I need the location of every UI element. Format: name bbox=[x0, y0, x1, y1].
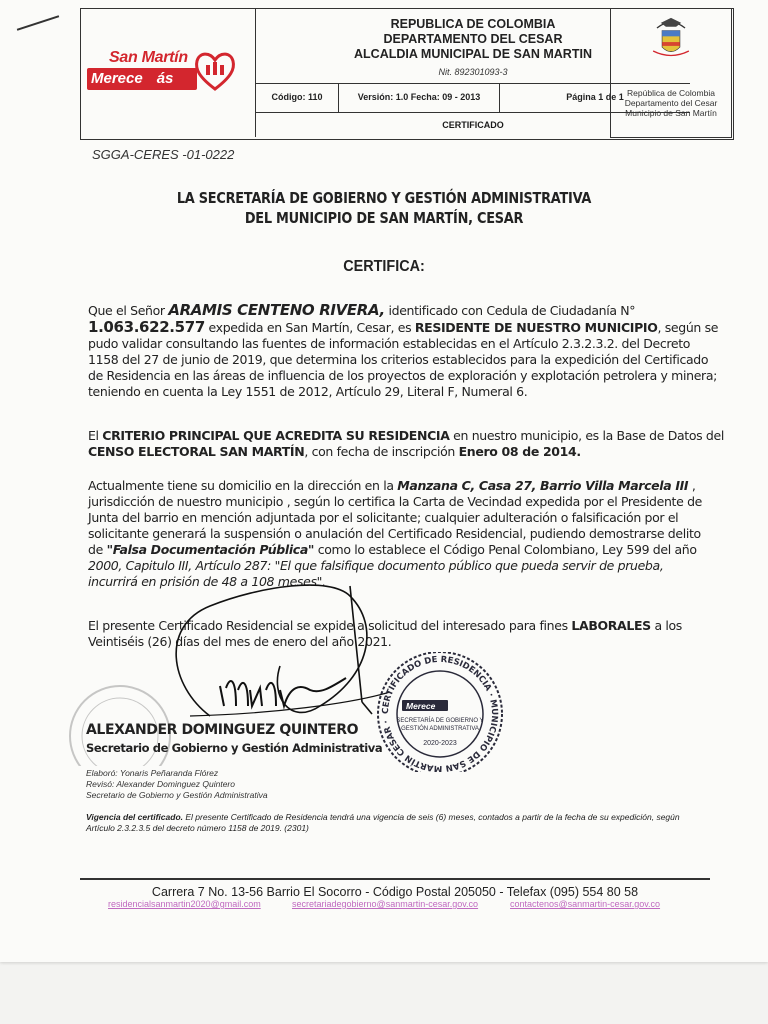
validity-note: Vigencia del certificado. El presente Certificado de Residencia tendrá una vigencia de seis (6) meses, contados a partir de la fecha de su expedición, según Artículo 2.3.2.3.5 del decreto número 1158 de 2019. (2301) bbox=[86, 812, 680, 833]
seal-line-2: GESTIÓN ADMINISTRATIVA bbox=[401, 726, 479, 732]
paragraph-purpose: El presente Certificado Residencial se expide a solicitud del interesado para fines LABORALES a los Veintiséis (26) días del mes de enero del año 2021. bbox=[88, 618, 682, 649]
page-number: Página 1 de 1 bbox=[566, 92, 624, 102]
seal-line-1: SECRETARÍA DE GOBIERNO Y bbox=[396, 718, 484, 724]
footer-divider bbox=[80, 878, 710, 880]
nit-number: Nit. 892301093-3 bbox=[438, 67, 508, 77]
pen-mark bbox=[17, 15, 59, 30]
shield-caption: República de Colombia Departamento del Cesar Municipio de San Martín bbox=[624, 88, 718, 118]
email-link-secretaria[interactable]: secretariadegobierno@sanmartin-cesar.gov.co bbox=[292, 899, 479, 909]
institution-titles: REPUBLICA DE COLOMBIA DEPARTAMENTO DEL CESAR ALCALDIA MUNICIPAL DE SAN MARTIN bbox=[354, 17, 592, 61]
signer-name: ALEXANDER DOMINGUEZ QUINTERO bbox=[86, 722, 359, 738]
brand-logo bbox=[87, 49, 247, 99]
brand-line-1: San Martín bbox=[109, 49, 188, 66]
paragraph-identity: Que el Señor ARAMIS CENTENO RIVERA, identificado con Cedula de Ciudadanía N° 1.063.622.577 expedida en San Martín, Cesar, es RESIDENTE DE NUESTRO MUNICIPIO, según se pudo validar consultando las fuentes de información establecidas en el Artículo 2.3.2.3.2. del Decreto 1158 del 27 de junio de 2019, que determina los criterios establecidos para la expedición del Certificado de Residencia en las áreas de influencia de los proyectos de exploración y explotación petrolera y minera; teniendo en cuenta la Ley 1551 de 2012, Artículo 29, Literal F, Numeral 6. bbox=[88, 301, 719, 399]
signer-role: Secretario de Gobierno y Gestión Administrativa bbox=[86, 741, 383, 755]
coat-of-arms-icon bbox=[613, 14, 729, 88]
seal-brand: Merece bbox=[406, 701, 436, 711]
certifica-heading: CERTIFICA: bbox=[343, 258, 425, 275]
document-version: Versión: 1.0 Fecha: 09 - 2013 bbox=[339, 84, 500, 112]
footer-address: Carrera 7 No. 13-56 Barrio El Socorro - Código Postal 205050 - Telefax (095) 554 80 58 bbox=[151, 885, 639, 899]
svg-text:CERTIFICADO DE RESIDENCIA · MU bbox=[381, 655, 499, 772]
paragraph-address: Actualmente tiene su domicilio en la dirección en la Manzana C, Casa 27, Barrio Villa Marcela III , jurisdicción de nuestro municipio , según lo certifica la Carta de Vecindad expedida por el Presidente de Junta del barrio en mención adjuntada por el solicitante; cualquier adulteración o falsificación por el solicitante generará la suspensión o anulación del Certificado Residencial, pudiendo demostrarse delito de "Falsa Documentación Pública" como lo establece el Código Penal Colombiano, Ley 599 del año 2000, Capitulo III, Artículo 287: "El que falsifique documento público que pueda servir de prueba, incurrirá en prisión de 48 a 108 meses". bbox=[88, 478, 702, 589]
prepared-by: Elaboró: Yonaris Peñaranda Flórez bbox=[86, 768, 219, 778]
issuer-title: LA SECRETARÍA DE GOBIERNO Y GESTIÓN ADMINISTRATIVA DEL MUNICIPIO DE SAN MARTÍN, CESAR bbox=[176, 189, 592, 227]
residence-seal-stamp bbox=[370, 652, 510, 772]
brand-line-2: Merece ás bbox=[87, 68, 197, 90]
reviewed-by: Revisó: Alexander Dominguez Quintero bbox=[86, 779, 235, 789]
reviewer-role: Secretario de Gobierno y Gestión Administrativa bbox=[86, 790, 268, 800]
seal-ring-text: CERTIFICADO DE RESIDENCIA · MUNICIPIO DE SAN MARTÍN CESAR · bbox=[380, 654, 500, 772]
seal-years: 2020-2023 bbox=[423, 740, 457, 747]
email-link-residencial[interactable]: residencialsanmartin2020@gmail.com bbox=[108, 899, 261, 909]
email-link-contactenos[interactable]: contactenos@sanmartin-cesar.gov.co bbox=[510, 899, 661, 909]
brand-logo-cell bbox=[81, 9, 256, 137]
heart-icon bbox=[193, 49, 237, 93]
document-type: CERTIFICADO bbox=[442, 120, 504, 130]
reference-code: SGGA-CERES -01-0222 bbox=[92, 147, 235, 162]
document-code: Código: 110 bbox=[256, 84, 339, 112]
paragraph-criterion: El CRITERIO PRINCIPAL QUE ACREDITA SU RESIDENCIA en nuestro municipio, es la Base de Datos del CENSO ELECTORAL SAN MARTÍN, con fecha de inscripción Enero 08 de 2014. bbox=[88, 428, 724, 459]
